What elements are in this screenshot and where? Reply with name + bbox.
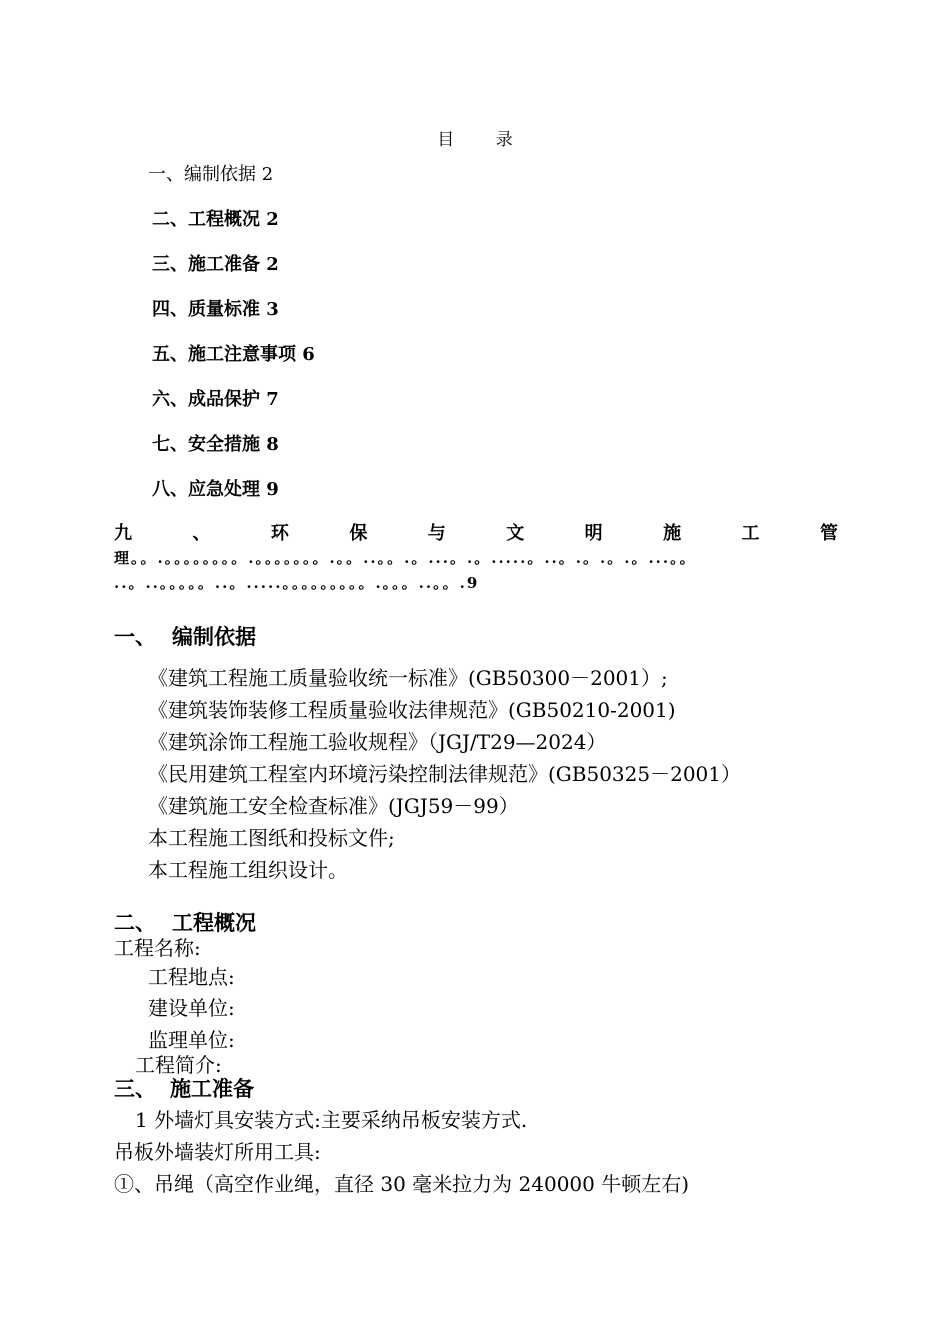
toc-item-7[interactable]: 七、安全措施 8 (152, 434, 279, 455)
reference-line: 《民用建筑工程室内环境污染控制法律规范》(GB50325－2001） (148, 762, 741, 786)
toc-item-1[interactable]: 一、编制依据 2 (148, 164, 274, 185)
tool-item-rope: ①、吊绳（高空作业绳，直径 30 毫米拉力为 240000 牛顿左右) (114, 1172, 690, 1196)
section-1-number: 一、 (114, 624, 156, 649)
section-1-heading (114, 621, 256, 651)
toc-item-9-char: 保 (349, 523, 368, 544)
tools-heading-line: 吊板外墙装灯所用工具: (114, 1140, 321, 1164)
toc-title: 目 录 (437, 130, 531, 150)
supervisor-unit-label: 监理单位: (148, 1028, 235, 1052)
reference-line: 《建筑施工安全检查标准》(JGJ59－99） (148, 794, 519, 818)
toc-item-4[interactable]: 四、质量标准 3 (152, 299, 279, 320)
toc-item-3[interactable]: 三、施工准备 2 (152, 254, 279, 275)
toc-item-9-leader-1: 理。。.。。。。。。。。.。。。。。。。.。。..。。.。...。.。.....。..。.。.。.。...。。 (114, 549, 697, 567)
project-location-label: 工程地点: (148, 965, 235, 989)
section-1-title: 编制依据 (172, 624, 256, 649)
section-2-title: 工程概况 (172, 910, 256, 935)
toc-item-9-char: 施 (663, 523, 682, 544)
toc-item-9-char: 管 (819, 523, 838, 544)
toc-item-9-char: 与 (427, 523, 446, 544)
toc-item-8[interactable]: 八、应急处理 9 (152, 479, 279, 500)
toc-item-9-char: 、 (192, 523, 211, 544)
reference-line: 本工程施工图纸和投标文件; (148, 826, 395, 850)
builder-unit-label: 建设单位: (148, 996, 235, 1020)
section-3-title: 施工准备 (170, 1076, 254, 1101)
toc-item-9-leader-2: ..。..。。。。。..。.....。。。。。。。。。.。。。..。。.9 (114, 574, 480, 592)
install-method-line: 1 外墙灯具安装方式:主要采纳吊板安装方式. (135, 1108, 528, 1132)
reference-line: 本工程施工组织设计。 (148, 858, 348, 882)
toc-item-9-char: 工 (741, 523, 760, 544)
section-3-heading (114, 1073, 254, 1103)
toc-item-2[interactable]: 二、工程概况 2 (152, 209, 279, 230)
toc-item-6[interactable]: 六、成品保护 7 (152, 389, 279, 410)
toc-item-9-char: 九 (114, 523, 132, 544)
project-summary-label: 工程简介: (135, 1053, 222, 1077)
toc-item-9-char: 明 (584, 523, 603, 544)
toc-item-9-heading[interactable] (114, 519, 838, 545)
toc-item-9-char: 文 (506, 523, 525, 544)
section-2-number: 二、 (114, 910, 156, 935)
reference-line: 《建筑工程施工质量验收统一标准》(GB50300－2001）; (148, 666, 668, 690)
project-name-label: 工程名称: (114, 936, 201, 960)
toc-item-9-char: 环 (270, 523, 289, 544)
reference-line: 《建筑涂饰工程施工验收规程》（JGJ/T29—2024） (148, 730, 607, 754)
reference-line: 《建筑装饰装修工程质量验收法律规范》(GB50210-2001) (148, 698, 676, 722)
section-3-number: 三、 (114, 1076, 156, 1101)
toc-item-5[interactable]: 五、施工注意事项 6 (152, 344, 315, 365)
